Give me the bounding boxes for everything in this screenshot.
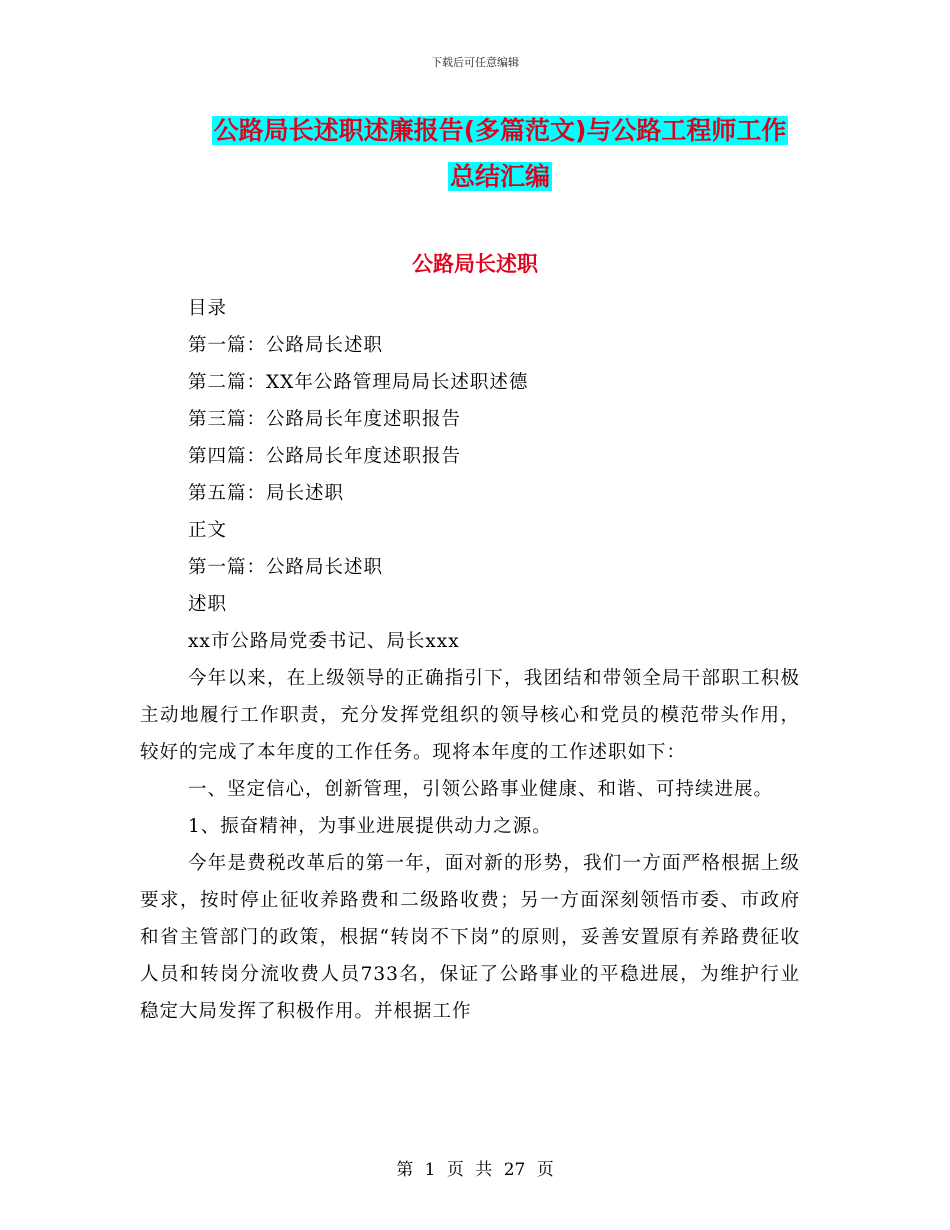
toc-item: 第二篇：XX年公路管理局局长述职述德 bbox=[188, 372, 529, 393]
subtitle: 述职 bbox=[188, 594, 228, 615]
toc-item: 第一篇：公路局长述职 bbox=[188, 335, 384, 356]
author-line: xx市公路局党委书记、局长xxx bbox=[188, 631, 460, 652]
toc-item: 第三篇：公路局长年度述职报告 bbox=[188, 409, 462, 430]
section-title: 公路局长述职 bbox=[412, 252, 538, 276]
document-title bbox=[160, 108, 840, 200]
paragraph: 1、振奋精神，为事业进展提供动力之源。 bbox=[188, 816, 552, 837]
title-line-2: 总结汇编 bbox=[449, 162, 550, 191]
paragraph: 一、坚定信心，创新管理，引领公路事业健康、和谐、可持续进展。 bbox=[188, 779, 774, 800]
header-note: 下载后可任意编辑 bbox=[431, 56, 519, 69]
toc-heading: 目录 bbox=[188, 298, 228, 319]
main-text-label: 正文 bbox=[188, 520, 228, 541]
title-line-1: 公路局长述职述廉报告(多篇范文)与公路工程师工作 bbox=[213, 116, 787, 145]
paragraph: 今年以来，在上级领导的正确指引下，我团结和带领全局干部职工积极主动地履行工作职责，充分发挥党组织的领导核心和党员的模范带头作用，较好的完成了本年度的工作任务。现将本年度的工作述职如下： bbox=[140, 668, 800, 763]
toc-item: 第四篇：公路局长年度述职报告 bbox=[188, 446, 462, 467]
chapter-heading: 第一篇：公路局长述职 bbox=[188, 557, 384, 578]
toc-item: 第五篇：局长述职 bbox=[188, 483, 345, 504]
page-footer: 第 1 页 共 27 页 bbox=[396, 1160, 554, 1180]
paragraph: 今年是费税改革后的第一年，面对新的形势，我们一方面严格根据上级要求，按时停止征收养路费和二级路收费；另一方面深刻领悟市委、市政府和省主管部门的政策，根据“转岗不下岗”的原则，妥善安置原有养路费征收人员和转岗分流收费人员733名，保证了公路事业的平稳进展，为维护行业稳定大局发挥了积极作用。并根据工作 bbox=[140, 853, 800, 1022]
document-body bbox=[140, 290, 800, 1030]
